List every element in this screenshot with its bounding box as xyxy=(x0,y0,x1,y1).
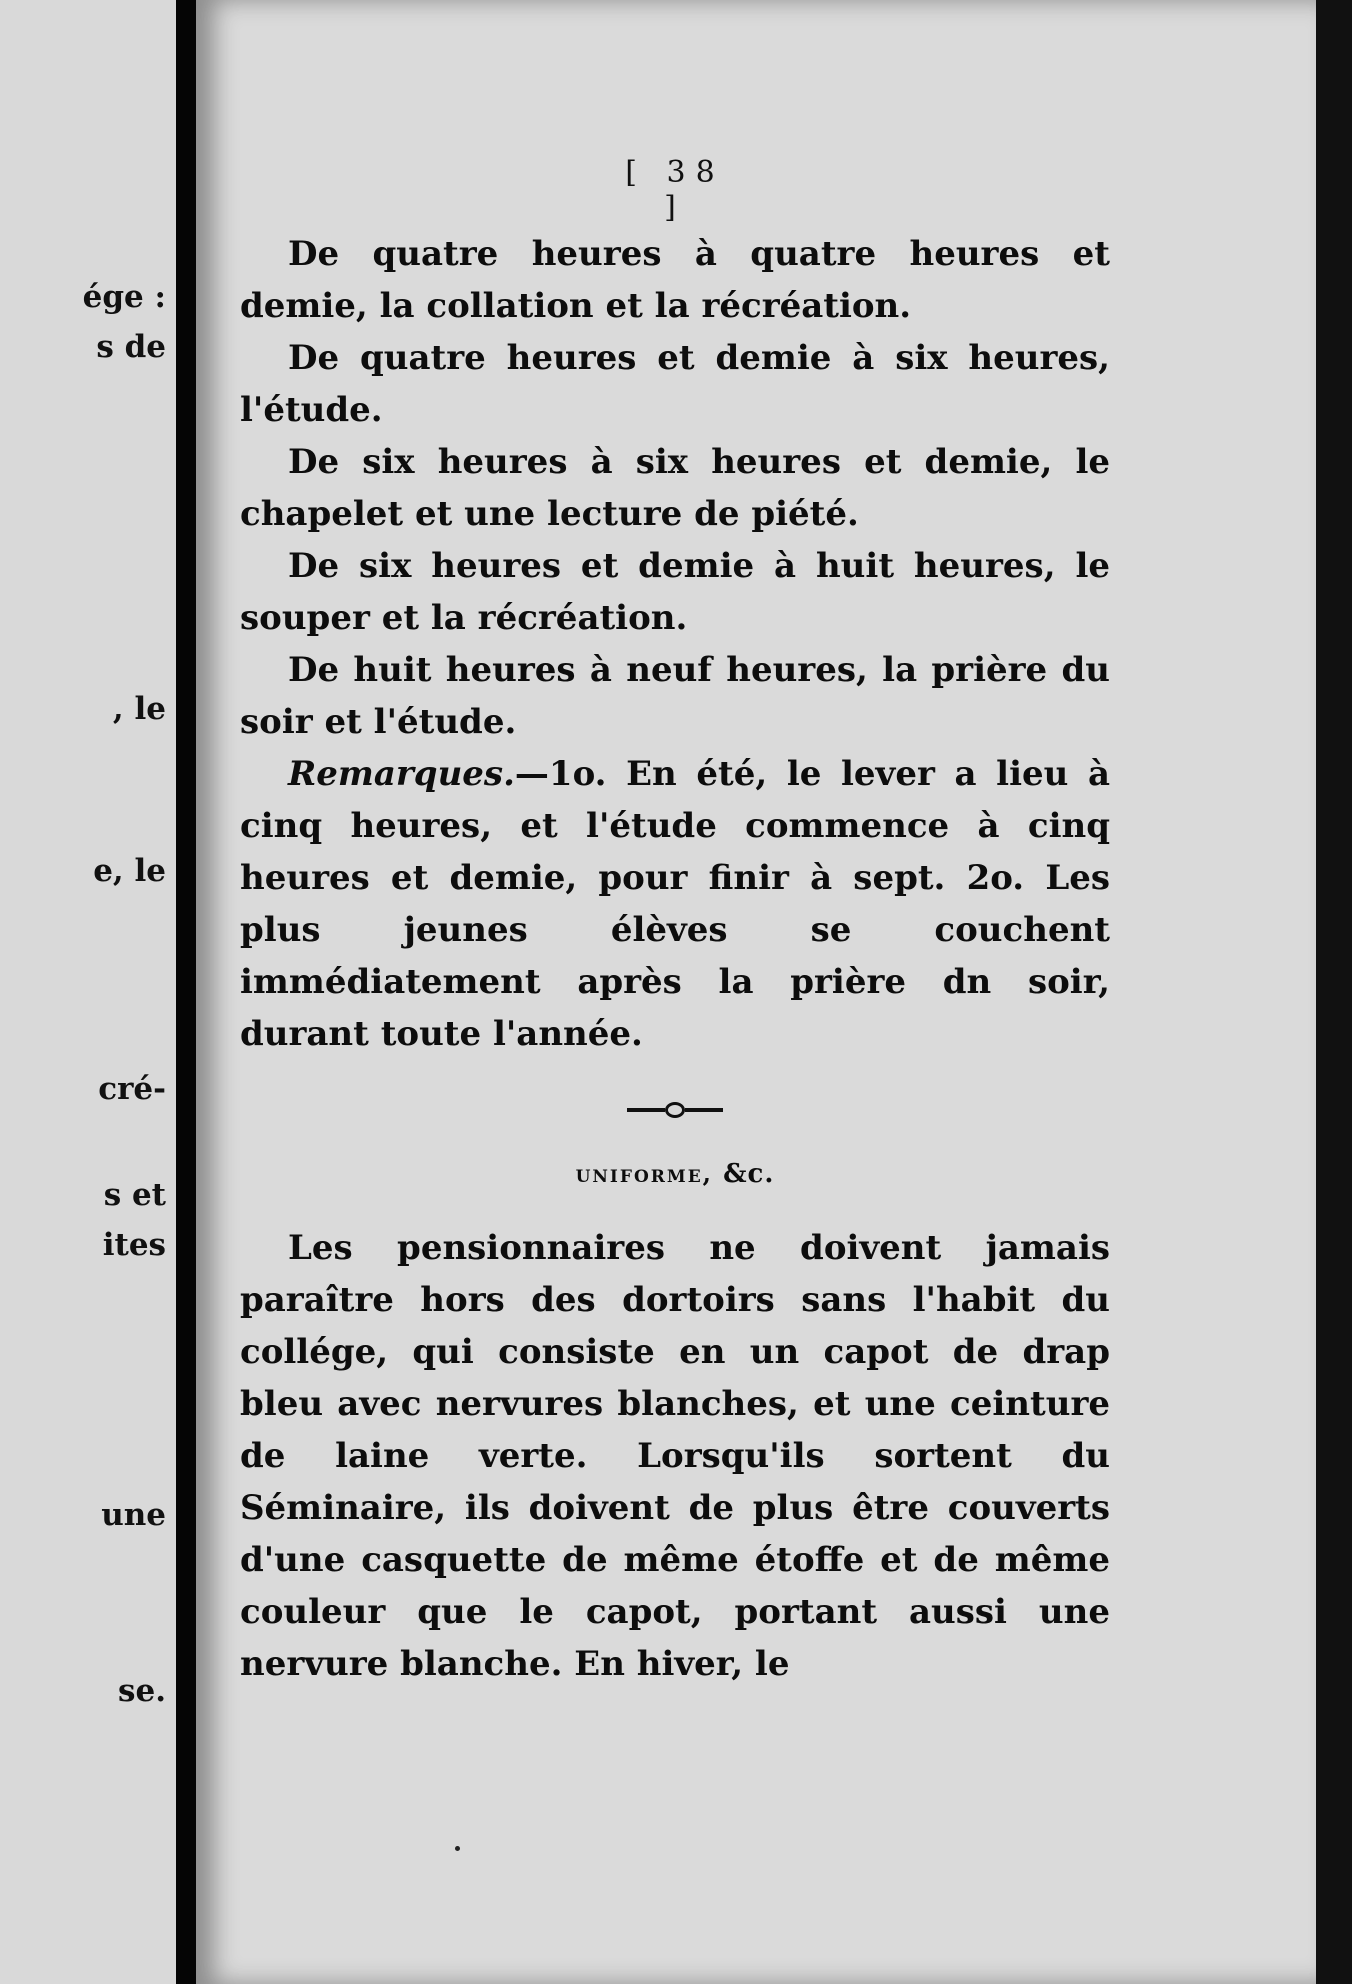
uniform-paragraph: Les pensionnaires ne doivent jamais paraître hors des dortoirs sans l'habit du collége, qui consiste en un capot de drap bleu avec nervures blanches, et une ceinture de laine verte. Lorsqu'ils sortent du Séminaire, ils doivent de plus être couverts d'une casquette de même étoffe et de même couleur que le capot, portant aussi une nervure blanche. En hiver, le xyxy=(240,1228,1110,1684)
left-page-fragment: une xyxy=(101,1497,166,1533)
schedule-entry: De quatre heures à quatre heures et demie, la collation et la récréation. xyxy=(240,234,1110,326)
left-page-fragment: se. xyxy=(118,1673,166,1709)
left-page-fragment: cré- xyxy=(98,1071,166,1107)
left-page-fragment: s de xyxy=(96,329,166,365)
left-page-fragment: , le xyxy=(112,691,166,727)
left-page-fragment: ége : xyxy=(82,279,166,315)
ornament-divider xyxy=(240,1096,1110,1122)
section-heading-suffix: &c. xyxy=(723,1159,775,1189)
paper-speck xyxy=(455,1846,460,1851)
schedule-entry: De six heures et demie à huit heures, le souper et la récréation. xyxy=(240,546,1110,638)
schedule-entry: De six heures à six heures et demie, le chapelet et une lecture de piété. xyxy=(240,442,1110,534)
section-heading-name: uniforme, xyxy=(575,1159,714,1188)
divider-bar xyxy=(685,1108,723,1112)
remarks-label: Remarques. xyxy=(288,754,515,794)
page-text xyxy=(240,228,1110,1690)
book-gutter xyxy=(176,0,196,1984)
page-number-header: [ 38 ] xyxy=(625,155,725,225)
schedule-entry: De quatre heures et demie à six heures, l'étude. xyxy=(240,338,1110,430)
left-page-fragment: ites xyxy=(102,1227,166,1263)
divider-ring xyxy=(665,1102,685,1118)
section-heading xyxy=(240,1148,1110,1200)
remarks-text: —1o. En été, le lever a lieu à cinq heures, et l'étude commence à cinq heures et demie, pour finir à sept. 2o. Les plus jeunes élèves se couchent immédiatement après la prière dn soir, durant toute l'année. xyxy=(240,754,1110,1054)
remarks-paragraph xyxy=(240,748,1110,1060)
page-edge-shadow xyxy=(1316,0,1352,1984)
divider-bar xyxy=(627,1108,665,1112)
schedule-entry: De huit heures à neuf heures, la prière du soir et l'étude. xyxy=(240,650,1110,742)
left-page-sliver xyxy=(0,0,176,1984)
left-page-fragment: e, le xyxy=(93,853,166,889)
left-page-fragment: s et xyxy=(103,1177,166,1213)
